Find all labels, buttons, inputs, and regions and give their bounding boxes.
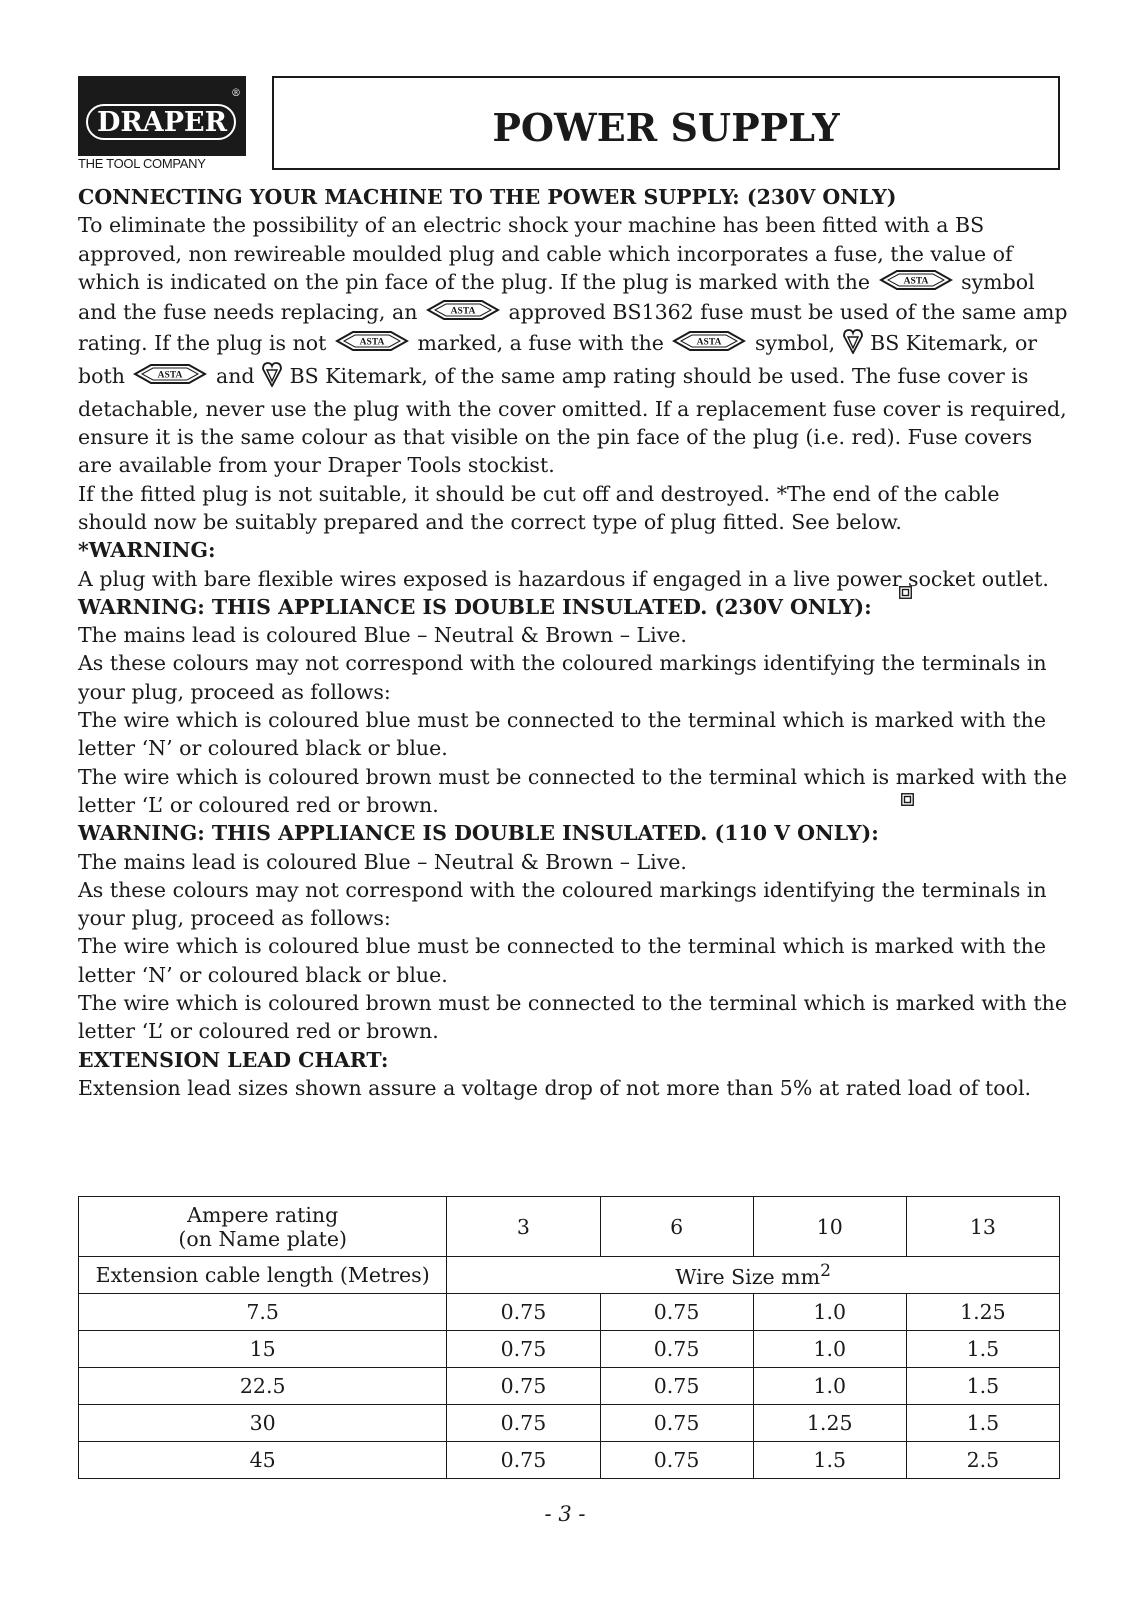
svg-text:ASTA: ASTA	[450, 306, 476, 317]
size-cell: 1.0	[753, 1331, 906, 1368]
asta-mark-icon	[672, 330, 746, 359]
size-cell: 1.0	[753, 1368, 906, 1405]
text-run: BS Kitemark, or both	[78, 331, 1038, 389]
ampere-value: 6	[600, 1197, 753, 1257]
size-cell: 1.25	[753, 1405, 906, 1442]
di230-line: As these colours may not correspond with the coloured markings identifying the terminals in your plug, proceed as follows:	[78, 651, 1047, 704]
size-cell: 0.75	[600, 1405, 753, 1442]
table-row	[79, 1294, 1060, 1331]
section-heading-warning: *WARNING:	[78, 538, 216, 563]
svg-text:ASTA: ASTA	[158, 370, 183, 381]
warning-paragraph: A plug with bare flexible wires exposed is hazardous if engaged in a live power socket outlet.	[78, 566, 1049, 591]
asta-mark-icon	[335, 330, 409, 359]
size-cell: 0.75	[447, 1331, 600, 1368]
page-title: POWER SUPPLY	[492, 105, 840, 150]
registered-mark: ®	[231, 88, 241, 99]
logo-tagline: THE TOOL COMPANY	[78, 156, 206, 171]
text-run: approved BS1362 fuse must be used of the same amp rating. If the plug is not	[78, 300, 1068, 356]
length-header: Extension cable length (Metres)	[79, 1257, 447, 1294]
di230-line: The wire which is coloured brown must be connected to the terminal which is marked with the letter ‘L’ or coloured red or brown.	[78, 764, 1067, 817]
kitemark-icon	[842, 328, 864, 361]
size-cell: 2.5	[906, 1442, 1059, 1479]
size-cell: 1.5	[906, 1405, 1059, 1442]
table-row	[79, 1331, 1060, 1368]
size-cell: 0.75	[447, 1442, 600, 1479]
wire-size-label: Wire Size mm	[675, 1264, 821, 1289]
svg-text:ASTA: ASTA	[697, 337, 722, 348]
extension-paragraph: Extension lead sizes shown assure a voltage drop of not more than 5% at rated load of tool.	[78, 1075, 1032, 1100]
ampere-value: 10	[753, 1197, 906, 1257]
text-run: To eliminate the possibility of an electric shock your machine has been fitted with a BS approved, non rewireable moulded plug and cable which incorporates a fuse, the value of which is indicated on the pin face of the plug. If the plug is marked with the	[78, 213, 1013, 294]
section-heading-connecting: CONNECTING YOUR MACHINE TO THE POWER SUPPLY: (230V ONLY)	[78, 185, 897, 209]
logo-badge	[78, 76, 246, 156]
size-cell: 0.75	[447, 1405, 600, 1442]
table-row	[79, 1442, 1060, 1479]
double-insulated-icon	[899, 586, 912, 599]
di110-line: The mains lead is coloured Blue – Neutral & Brown – Live.	[78, 849, 687, 874]
page-number: - 3 -	[544, 1502, 586, 1526]
di230-line: The mains lead is coloured Blue – Neutral & Brown – Live.	[78, 623, 687, 648]
di230-line: The wire which is coloured blue must be connected to the terminal which is marked with the letter ‘N’ or coloured black or blue.	[78, 708, 1046, 761]
size-cell: 1.5	[753, 1442, 906, 1479]
asta-mark-icon	[426, 299, 500, 328]
wire-size-header	[447, 1257, 1060, 1294]
length-cell: 30	[79, 1405, 447, 1442]
ampere-rating-header	[79, 1197, 447, 1257]
size-cell: 1.0	[753, 1294, 906, 1331]
length-cell: 15	[79, 1331, 447, 1368]
ampere-value: 3	[447, 1197, 600, 1257]
document-body	[78, 183, 1068, 1102]
logo-wordmark: DRAPER	[96, 107, 228, 138]
di110-line: The wire which is coloured blue must be connected to the terminal which is marked with the letter ‘N’ or coloured black or blue.	[78, 934, 1046, 987]
text-run: symbol and the fuse needs replacing, an	[78, 269, 1035, 325]
length-cell: 7.5	[79, 1294, 447, 1331]
length-cell: 45	[79, 1442, 447, 1479]
text-run: marked, a fuse with the	[417, 331, 664, 356]
header-label: (on Name plate)	[178, 1226, 347, 1251]
text-run: and	[215, 364, 255, 389]
cut-off-paragraph: If the fitted plug is not suitable, it should be cut off and destroyed. *The end of the cable should now be suitably prepared and the correct type of plug fitted. See below.	[78, 481, 1000, 534]
header-label: Ampere rating	[187, 1202, 339, 1227]
size-cell: 1.5	[906, 1331, 1059, 1368]
section-heading-double-insulated-230v: WARNING: THIS APPLIANCE IS DOUBLE INSULATED. (230V ONLY):	[78, 594, 872, 619]
size-cell: 0.75	[600, 1442, 753, 1479]
size-cell: 0.75	[600, 1331, 753, 1368]
size-cell: 0.75	[447, 1368, 600, 1405]
size-cell: 1.25	[906, 1294, 1059, 1331]
text-run: BS Kitemark, of the same amp rating should be used. The fuse cover is detachable, never use the plug with the cover omitted. If a replacement fuse cover is required, ensure it is the same colour as that visible on the pin face of the plug (i.e. red). Fuse covers are available from your Draper Tools stockist.	[78, 364, 1067, 478]
di110-line: As these colours may not correspond with the coloured markings identifying the terminals in your plug, proceed as follows:	[78, 877, 1047, 931]
text-run: symbol,	[755, 331, 836, 356]
size-cell: 0.75	[600, 1368, 753, 1405]
ampere-value: 13	[906, 1197, 1059, 1257]
length-cell: 22.5	[79, 1368, 447, 1405]
kitemark-icon	[261, 361, 283, 394]
draper-logo	[78, 76, 246, 174]
extension-lead-table	[78, 1196, 1060, 1479]
table-subheader-row	[79, 1257, 1060, 1294]
double-insulated-icon	[901, 793, 914, 806]
size-cell: 0.75	[600, 1294, 753, 1331]
wire-size-superscript: 2	[820, 1261, 831, 1282]
size-cell: 0.75	[447, 1294, 600, 1331]
section-heading-extension: EXTENSION LEAD CHART:	[78, 1047, 389, 1072]
connecting-paragraph	[78, 211, 1068, 479]
di110-line: The wire which is coloured brown must be connected to the terminal which is marked with the letter ‘L’ or coloured red or brown.	[78, 991, 1067, 1044]
asta-mark-icon	[879, 269, 953, 298]
svg-text:ASTA: ASTA	[903, 276, 928, 287]
section-heading-double-insulated-110v: WARNING: THIS APPLIANCE IS DOUBLE INSULATED. (110 V ONLY):	[78, 821, 879, 846]
table-row	[79, 1405, 1060, 1442]
table-row	[79, 1368, 1060, 1405]
asta-mark-icon	[133, 363, 207, 392]
table-header-row	[79, 1197, 1060, 1257]
title-box	[272, 76, 1060, 170]
svg-text:ASTA: ASTA	[359, 337, 385, 348]
size-cell: 1.5	[906, 1368, 1059, 1405]
